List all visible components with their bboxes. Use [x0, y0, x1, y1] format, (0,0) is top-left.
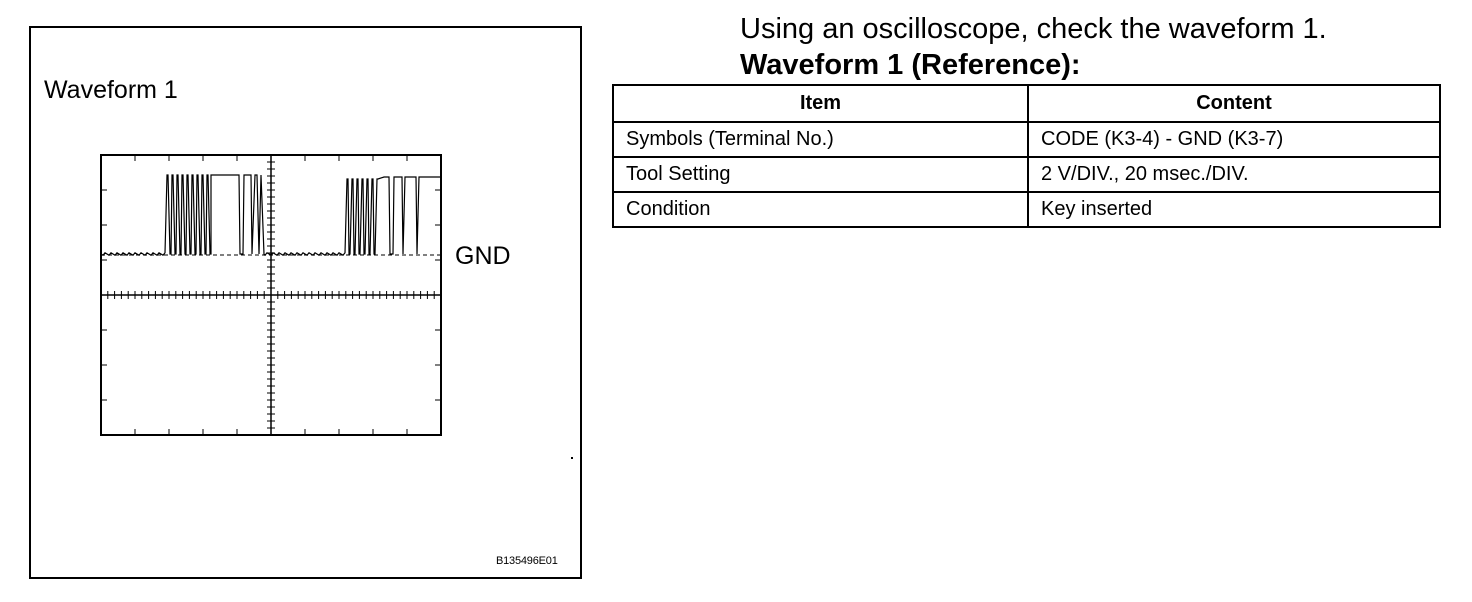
row-content: 2 V/DIV., 20 msec./DIV.: [1028, 157, 1440, 192]
table-row: [613, 122, 1440, 157]
table-row: [613, 192, 1440, 227]
row-content: CODE (K3-4) - GND (K3-7): [1028, 122, 1440, 157]
header-content: Content: [1028, 85, 1440, 122]
row-content: Key inserted: [1028, 192, 1440, 227]
reference-title: Waveform 1 (Reference):: [740, 49, 1081, 81]
instruction-text: Using an oscilloscope, check the waveform 1.: [740, 13, 1327, 45]
gnd-label: GND: [455, 242, 511, 270]
row-item: Condition: [613, 192, 1028, 227]
row-item: Symbols (Terminal No.): [613, 122, 1028, 157]
figure-code: B135496E01: [496, 555, 558, 567]
stray-dot: [571, 457, 573, 459]
table-header-row: [613, 85, 1440, 122]
header-item: Item: [613, 85, 1028, 122]
reference-table: [612, 84, 1441, 228]
table-row: [613, 157, 1440, 192]
row-item: Tool Setting: [613, 157, 1028, 192]
figure-title: Waveform 1: [44, 76, 178, 104]
oscilloscope-screen: [99, 153, 445, 439]
